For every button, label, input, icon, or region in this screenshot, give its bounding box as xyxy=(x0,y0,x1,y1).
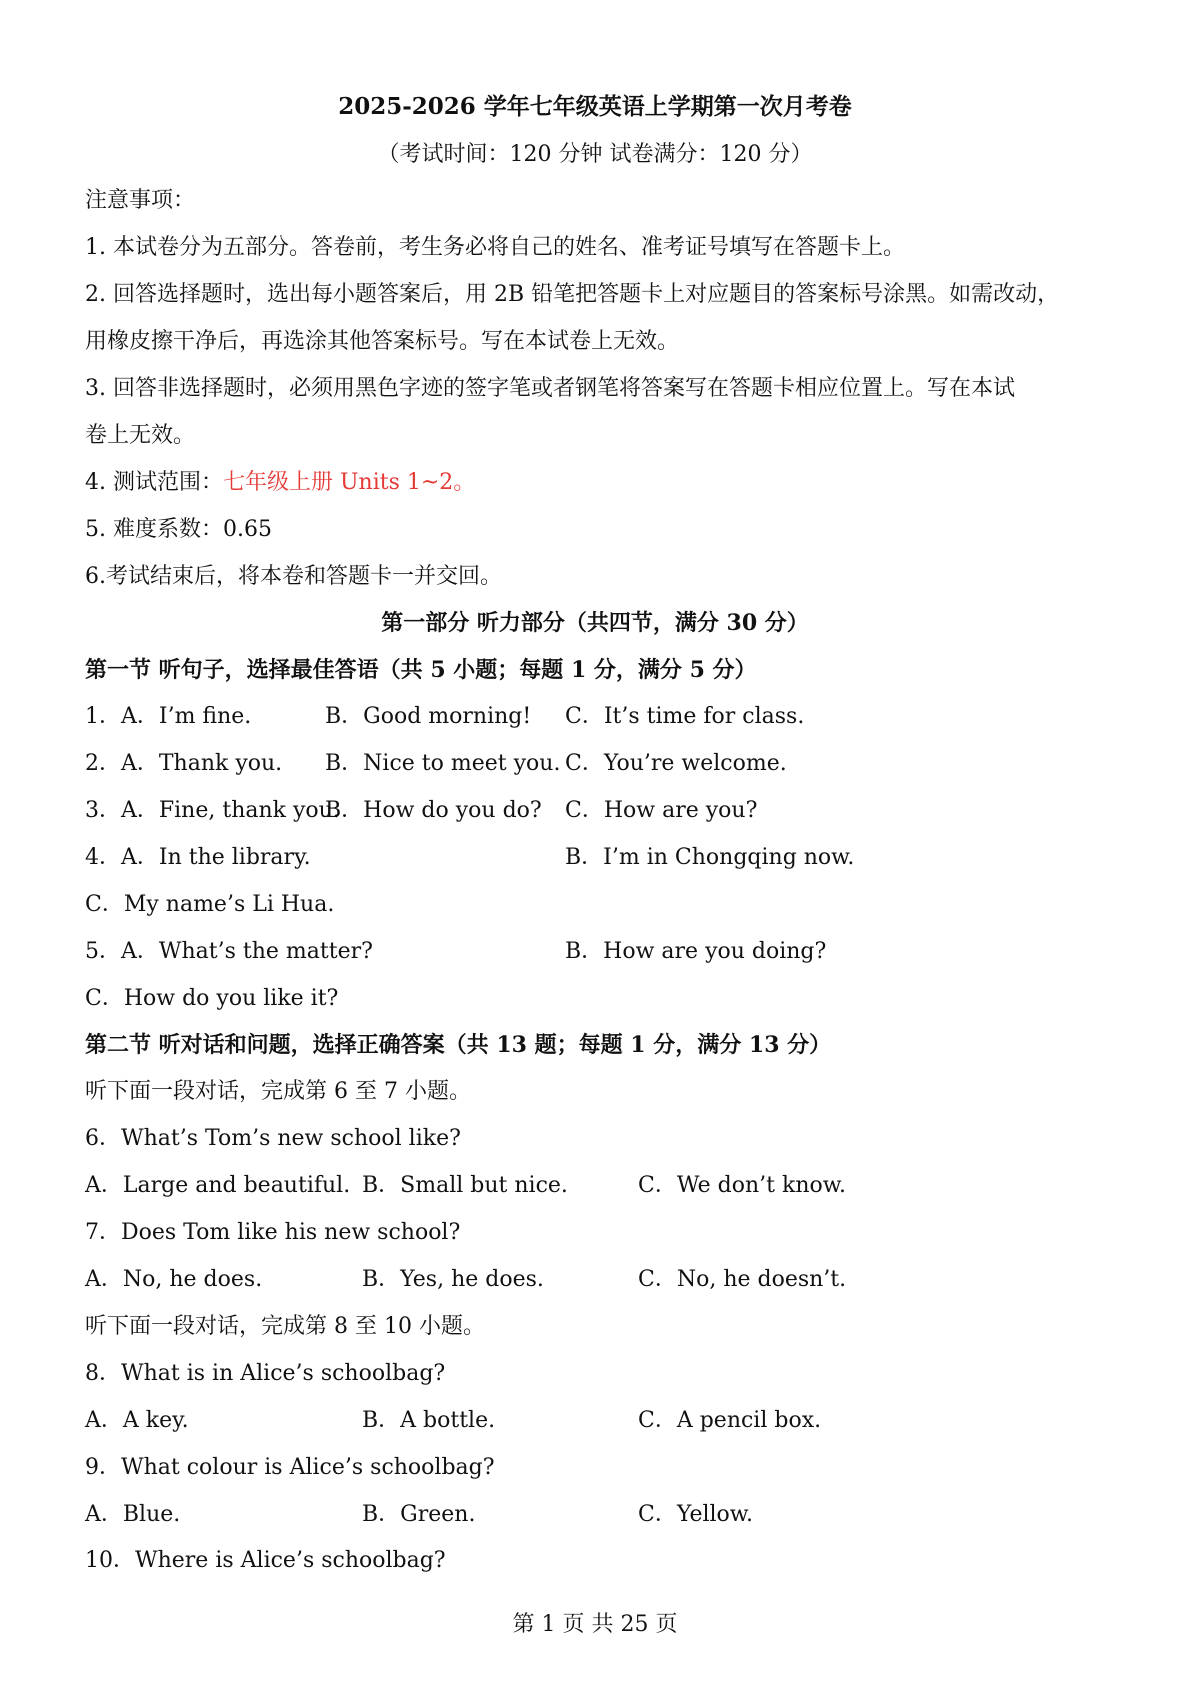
note-item-4-prefix: 4. 测试范围： xyxy=(85,470,223,495)
q6-option-b: B．Small but nice. xyxy=(362,1173,568,1198)
page-number: 第 1 页 共 25 页 xyxy=(512,1612,678,1637)
q8-option-c: C．A pencil box. xyxy=(638,1408,822,1433)
q9-option-b: B．Green. xyxy=(362,1502,476,1527)
section2-heading: 第二节 听对话和问题，选择正确答案（共 13 题；每题 1 分，满分 13 分） xyxy=(85,1032,832,1058)
test-range: 七年级上册 Units 1~2。 xyxy=(222,470,476,495)
q6-option-a: A．Large and beautiful. xyxy=(85,1173,351,1198)
q7-option-a: A．No, he does. xyxy=(85,1267,263,1292)
q4-option-c: C．My name’s Li Hua. xyxy=(85,892,335,917)
part1-heading: 第一部分 听力部分（共四节，满分 30 分） xyxy=(381,610,809,636)
note-item-1: 1. 本试卷分为五部分。答卷前，考生务必将自己的姓名、准考证号填写在答题卡上。 xyxy=(85,235,905,260)
section1-heading: 第一节 听句子，选择最佳答语（共 5 小题；每题 1 分，满分 5 分） xyxy=(85,657,757,683)
q8-stem: 8．What is in Alice’s schoolbag? xyxy=(85,1361,446,1386)
q9-option-a: A．Blue. xyxy=(85,1502,181,1527)
q1-option-b: B．Good morning! xyxy=(325,704,532,729)
note-item-2-line-1: 2. 回答选择题时，选出每小题答案后，用 2B 铅笔把答题卡上对应题目的答案标号涂黑。如需改动， xyxy=(85,282,1060,307)
q8-option-a: A．A key. xyxy=(85,1408,189,1433)
q4-option-a: 4．A．In the library. xyxy=(85,845,311,870)
q1-option-c: C．It’s time for class. xyxy=(565,704,805,729)
note-item-4 xyxy=(85,468,475,498)
q5-option-a: 5．A．What’s the matter? xyxy=(85,939,373,964)
q4-option-b: B．I’m in Chongqing now. xyxy=(565,845,855,870)
q3-option-b: B．How do you do? xyxy=(325,798,542,823)
q2-option-c: C．You’re welcome. xyxy=(565,751,787,776)
q6-option-c: C．We don’t know. xyxy=(638,1173,846,1198)
note-item-3-line-1: 3. 回答非选择题时，必须用黑色字迹的签字笔或者钢笔将答案写在答题卡相应位置上。写在本试 xyxy=(85,376,1015,401)
q1-option-a: 1．A．I’m fine. xyxy=(85,704,252,729)
q5-option-c: C．How do you like it? xyxy=(85,986,339,1011)
notes-heading: 注意事项： xyxy=(85,188,196,213)
exam-subtitle: （考试时间：120 分钟 试卷满分：120 分） xyxy=(377,142,813,167)
q6-stem: 6．What’s Tom’s new school like? xyxy=(85,1126,461,1151)
q9-option-c: C．Yellow. xyxy=(638,1502,753,1527)
q10-stem: 10．Where is Alice’s schoolbag? xyxy=(85,1548,446,1573)
q3-option-c: C．How are you? xyxy=(565,798,758,823)
q7-stem: 7．Does Tom like his new school? xyxy=(85,1220,461,1245)
dialogue-intro-2: 听下面一段对话，完成第 8 至 10 小题。 xyxy=(85,1314,485,1339)
dialogue-intro-1: 听下面一段对话，完成第 6 至 7 小题。 xyxy=(85,1079,471,1104)
exam-title: 2025-2026 学年七年级英语上学期第一次月考卷 xyxy=(338,93,852,120)
q8-option-b: B．A bottle. xyxy=(362,1408,496,1433)
note-item-3-line-2: 卷上无效。 xyxy=(85,423,196,448)
q9-stem: 9．What colour is Alice’s schoolbag? xyxy=(85,1455,495,1480)
q3-option-a: 3．A．Fine, thank you. xyxy=(85,798,340,823)
note-item-6: 6.考试结束后，将本卷和答题卡一并交回。 xyxy=(85,564,502,589)
q7-option-b: B．Yes, he does. xyxy=(362,1267,544,1292)
q2-option-a: 2．A．Thank you. xyxy=(85,751,283,776)
q7-option-c: C．No, he doesn’t. xyxy=(638,1267,847,1292)
q5-option-b: B．How are you doing? xyxy=(565,939,827,964)
q2-option-b: B．Nice to meet you. xyxy=(325,751,561,776)
note-item-5: 5. 难度系数：0.65 xyxy=(85,517,272,542)
note-item-2-line-2: 用橡皮擦干净后，再选涂其他答案标号。写在本试卷上无效。 xyxy=(85,329,680,354)
